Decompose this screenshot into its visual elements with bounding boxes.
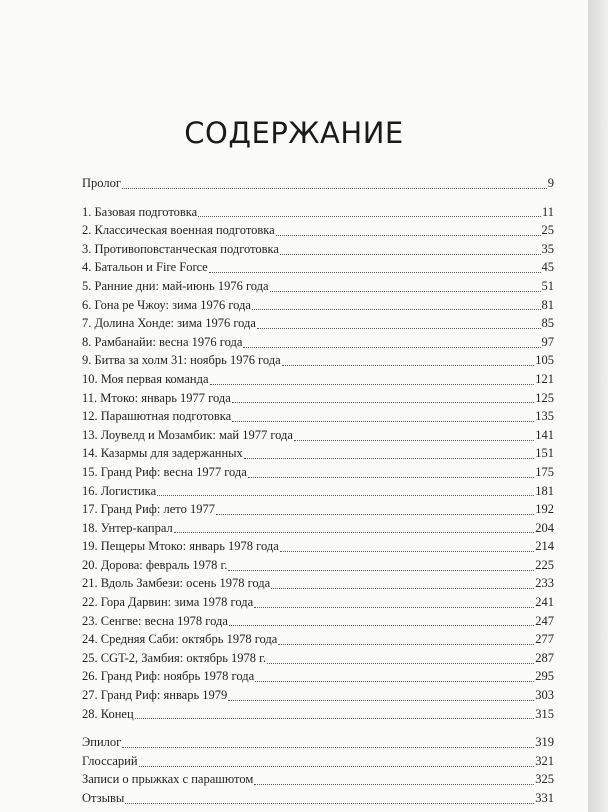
table-of-contents [82, 174, 554, 808]
toc-entry [82, 574, 554, 593]
toc-entry [82, 770, 554, 789]
toc-entry [82, 686, 554, 705]
toc-entry-page: 25 [541, 223, 554, 238]
leader-dots [232, 411, 534, 422]
toc-entry-label: 19. Пещеры Мтоко: январь 1978 года [82, 539, 279, 554]
leader-dots [280, 244, 541, 255]
toc-entry-label: Глоссарий [82, 753, 138, 768]
toc-entry [82, 407, 554, 426]
leader-dots [294, 430, 534, 441]
toc-entry-label: 18. Унтер-капрал [82, 520, 173, 535]
toc-entry [82, 426, 554, 445]
leader-dots [228, 560, 534, 571]
toc-entry [82, 593, 554, 612]
toc-entry-label: 13. Лоувелд и Мозамбик: май 1977 года [82, 427, 293, 442]
leader-dots [122, 737, 534, 748]
toc-entry [82, 519, 554, 538]
toc-entry-page: 325 [535, 772, 554, 787]
toc-entry-label: 7. Долина Хонде: зима 1976 года [82, 316, 256, 331]
toc-entry [82, 174, 554, 193]
toc-entry-label: 8. Рамбанайи: весна 1976 года [82, 334, 243, 349]
toc-entry-page: 214 [535, 539, 554, 554]
toc-entry [82, 482, 554, 501]
leader-dots [135, 708, 535, 719]
leader-dots [254, 774, 534, 785]
leader-dots [280, 541, 534, 552]
leader-dots [255, 671, 534, 682]
toc-entry [82, 705, 554, 724]
toc-entry-page: 315 [535, 706, 554, 721]
leader-dots [271, 578, 534, 589]
toc-entry-page: 319 [535, 735, 554, 750]
toc-entry [82, 444, 554, 463]
leader-dots [228, 690, 534, 701]
toc-entry-page: 11 [541, 204, 554, 219]
toc-entry-page: 51 [541, 278, 554, 293]
toc-entry-label: 3. Противоповстанческая подготовка [82, 241, 279, 256]
toc-entry-label: 27. Гранд Риф: январь 1979 [82, 688, 228, 703]
toc-entry-label: 5. Ранние дни: май-июнь 1976 года [82, 278, 269, 293]
toc-entry-page: 303 [535, 688, 554, 703]
toc-entry [82, 649, 554, 668]
leader-dots [244, 448, 534, 459]
toc-entry-label: 12. Парашютная подготовка [82, 409, 232, 424]
toc-entry [82, 240, 554, 259]
toc-entry-page: 97 [541, 334, 554, 349]
toc-entry-page: 81 [541, 297, 554, 312]
toc-entry [82, 752, 554, 771]
leader-dots [248, 467, 534, 478]
toc-entry-page: 287 [535, 650, 554, 665]
leader-dots [276, 225, 541, 236]
toc-entry-page: 295 [535, 669, 554, 684]
toc-entry-label: Пролог [82, 176, 121, 190]
toc-entry-label: Эпилог [82, 735, 122, 750]
page-title: СОДЕРЖАНИЕ [184, 116, 404, 150]
toc-entry-label: 15. Гранд Риф: весна 1977 года [82, 464, 247, 479]
toc-entry-label: 26. Гранд Риф: ноябрь 1978 года [82, 669, 255, 684]
toc-entry-label: Отзывы [82, 791, 125, 805]
toc-entry-label: 2. Классическая военная подготовка [82, 223, 275, 238]
toc-entry-label: 11. Мтоко: январь 1977 года [82, 390, 231, 405]
toc-entry-page: 35 [541, 241, 554, 256]
toc-entry [82, 370, 554, 389]
toc-entry [82, 537, 554, 556]
toc-entry-label: 1. Базовая подготовка [82, 204, 198, 219]
toc-entry-label: 22. Гора Дарвин: зима 1978 года [82, 595, 254, 610]
leader-dots [243, 337, 540, 348]
toc-entry-page: 321 [535, 753, 554, 768]
toc-entry-page: 225 [535, 557, 554, 572]
leader-dots [157, 485, 534, 496]
toc-entry [82, 463, 554, 482]
leader-dots [209, 262, 541, 273]
toc-entry [82, 630, 554, 649]
toc-entry [82, 612, 554, 631]
leader-dots [282, 355, 535, 366]
toc-entry-label: 16. Логистика [82, 483, 157, 498]
toc-entry [82, 389, 554, 408]
toc-entry-label: 14. Казармы для задержанных [82, 446, 243, 461]
toc-entry-page: 9 [547, 176, 554, 190]
toc-entry-page: 151 [535, 446, 554, 461]
toc-entry-page: 175 [535, 464, 554, 479]
toc-entry-page: 125 [535, 390, 554, 405]
leader-dots [125, 793, 534, 804]
toc-entry-page: 85 [541, 316, 554, 331]
toc-entry [82, 258, 554, 277]
toc-entry-label: 4. Батальон и Fire Force [82, 260, 208, 275]
toc-entry [82, 351, 554, 370]
leader-dots [216, 504, 534, 515]
toc-entry-page: 331 [535, 791, 554, 805]
toc-entry-page: 204 [535, 520, 554, 535]
toc-entry-label: 24. Средняя Саби: октябрь 1978 года [82, 632, 278, 647]
leader-dots [139, 756, 535, 767]
leader-dots [254, 597, 534, 608]
toc-entry-page: 105 [535, 353, 554, 368]
toc-entry-page: 241 [535, 595, 554, 610]
toc-entry-page: 121 [535, 371, 554, 386]
toc-entry-page: 192 [535, 502, 554, 517]
toc-entry-page: 45 [541, 260, 554, 275]
toc-entry-label: 10. Моя первая команда [82, 371, 209, 386]
toc-entry-label: 20. Дорова: февраль 1978 г. [82, 557, 228, 572]
toc-entry [82, 556, 554, 575]
toc-entry [82, 667, 554, 686]
toc-entry [82, 733, 554, 752]
toc-entry [82, 500, 554, 519]
leader-dots [270, 281, 541, 292]
leader-dots [122, 178, 547, 189]
leader-dots [174, 522, 535, 533]
page-edge [588, 0, 608, 812]
leader-dots [198, 206, 541, 217]
leader-dots [229, 615, 534, 626]
leader-dots [257, 318, 541, 329]
toc-entry-page: 141 [535, 427, 554, 442]
toc-entry-label: 17. Гранд Риф: лето 1977 [82, 502, 215, 517]
leader-dots [278, 634, 534, 645]
toc-entry [82, 314, 554, 333]
toc-entry-page: 181 [535, 483, 554, 498]
toc-entry-label: Записи о прыжках с парашютом [82, 772, 254, 787]
toc-entry-page: 277 [535, 632, 554, 647]
toc-entry [82, 203, 554, 222]
toc-entry-label: 25. CGT-2, Замбия: октябрь 1978 г. [82, 650, 266, 665]
toc-entry-page: 247 [535, 613, 554, 628]
toc-entry [82, 296, 554, 315]
toc-entry [82, 333, 554, 352]
leader-dots [267, 653, 534, 664]
toc-entry-page: 233 [535, 576, 554, 591]
toc-entry-label: 28. Конец [82, 706, 134, 721]
toc-entry [82, 277, 554, 296]
toc-entry-page: 135 [535, 409, 554, 424]
leader-dots [210, 374, 535, 385]
leader-dots [232, 392, 534, 403]
leader-dots [252, 299, 541, 310]
toc-entry [82, 221, 554, 240]
toc-entry-label: 23. Сенгве: весна 1978 года [82, 613, 228, 628]
toc-entry-label: 6. Гона ре Чжоу: зима 1976 года [82, 297, 251, 312]
toc-entry-label: 9. Битва за холм 31: ноябрь 1976 года [82, 353, 281, 368]
toc-entry-label: 21. Вдоль Замбези: осень 1978 года [82, 576, 271, 591]
toc-entry [82, 789, 554, 808]
